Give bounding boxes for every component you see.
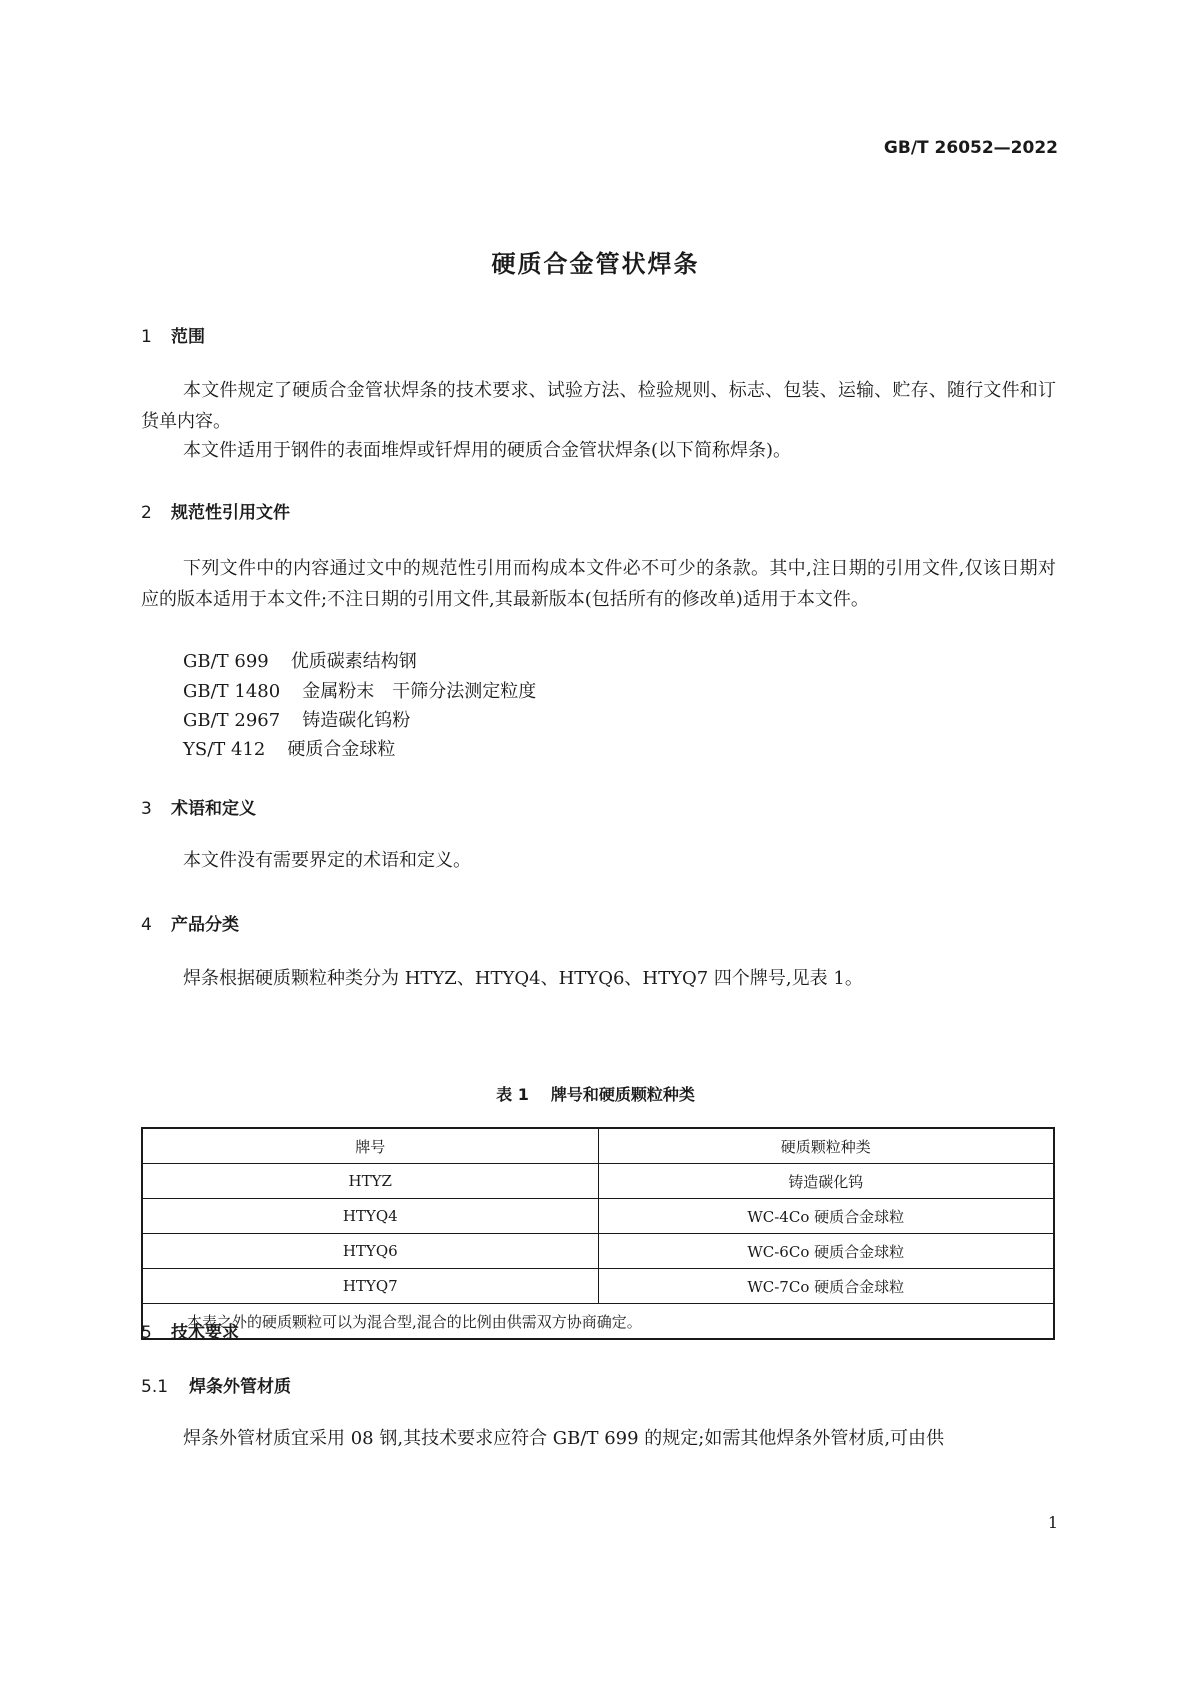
particle-type-cell: WC-4Co 硬质合金球粒 [598, 1199, 1054, 1234]
section-number: 5.1 [141, 1377, 169, 1397]
reference-item [183, 647, 417, 673]
table-row [142, 1234, 1054, 1269]
reference-code: GB/T 2967 [183, 710, 281, 731]
grade-cell: HTYQ4 [142, 1199, 598, 1234]
table-row [142, 1199, 1054, 1234]
grade-table [141, 1127, 1055, 1340]
section-title: 规范性引用文件 [171, 503, 290, 523]
section-title: 范围 [171, 327, 205, 347]
table-note-row [142, 1304, 1054, 1340]
section-3-heading [141, 794, 256, 819]
section-number: 5 [141, 1323, 152, 1343]
section-1-heading [141, 322, 205, 347]
reference-title: 硬质合金球粒 [287, 739, 396, 760]
particle-type-cell: WC-6Co 硬质合金球粒 [598, 1234, 1054, 1269]
table-row [142, 1164, 1054, 1199]
standard-code: GB/T 26052—2022 [883, 138, 1058, 158]
section-5-heading [141, 1318, 239, 1343]
section-2-paragraph: 下列文件中的内容通过文中的规范性引用而构成本文件必不可少的条款。其中,注日期的引用文件,仅该日期对应的版本适用于本文件;不注日期的引用文件,其最新版本(包括所有的修改单)适用于本文件。 [141, 558, 1056, 610]
column-header: 牌号 [142, 1128, 598, 1164]
reference-title: 铸造碳化钨粉 [302, 710, 411, 731]
reference-code: GB/T 1480 [183, 681, 281, 702]
table-number: 表 1 [496, 1085, 529, 1104]
table-note: 本表之外的硬质颗粒可以为混合型,混合的比例由供需双方协商确定。 [142, 1304, 1054, 1340]
section-title: 技术要求 [171, 1323, 239, 1343]
table-caption [0, 1082, 1191, 1105]
section-4-paragraph: 焊条根据硬质颗粒种类分为 HTYZ、HTYQ4、HTYQ6、HTYQ7 四个牌号,见表 1。 [183, 968, 863, 989]
reference-item [183, 706, 410, 732]
section-4-heading [141, 910, 239, 935]
grade-cell: HTYZ [142, 1164, 598, 1199]
section-number: 1 [141, 327, 152, 347]
section-number: 4 [141, 915, 152, 935]
section-5-1-paragraph: 焊条外管材质宜采用 08 钢,其技术要求应符合 GB/T 699 的规定;如需其他焊条外管材质,可由供 [183, 1428, 945, 1449]
reference-title: 金属粉末 干筛分法测定粒度 [302, 681, 537, 702]
reference-code: YS/T 412 [183, 739, 266, 760]
section-number: 2 [141, 503, 152, 523]
reference-item [183, 677, 536, 703]
section-1-paragraph-2: 本文件适用于钢件的表面堆焊或钎焊用的硬质合金管状焊条(以下简称焊条)。 [183, 440, 792, 461]
reference-title: 优质碳素结构钢 [290, 651, 417, 672]
grade-cell: HTYQ6 [142, 1234, 598, 1269]
section-number: 3 [141, 799, 152, 819]
section-2-heading [141, 498, 290, 523]
section-1-paragraph-1: 本文件规定了硬质合金管状焊条的技术要求、试验方法、检验规则、标志、包装、运输、贮存、随行文件和订货单内容。 [141, 380, 1056, 432]
section-title: 术语和定义 [171, 799, 256, 819]
grade-cell: HTYQ7 [142, 1269, 598, 1304]
reference-code: GB/T 699 [183, 651, 269, 672]
section-title: 焊条外管材质 [189, 1377, 291, 1397]
table-row [142, 1269, 1054, 1304]
table-header-row [142, 1128, 1054, 1164]
column-header: 硬质颗粒种类 [598, 1128, 1054, 1164]
page-number: 1 [1047, 1513, 1058, 1532]
document-title: 硬质合金管状焊条 [491, 250, 700, 278]
table-title: 牌号和硬质颗粒种类 [550, 1085, 695, 1104]
section-3-paragraph: 本文件没有需要界定的术语和定义。 [183, 850, 471, 871]
section-title: 产品分类 [171, 915, 239, 935]
particle-type-cell: WC-7Co 硬质合金球粒 [598, 1269, 1054, 1304]
section-5-1-heading [141, 1372, 291, 1397]
reference-item [183, 735, 395, 761]
particle-type-cell: 铸造碳化钨 [598, 1164, 1054, 1199]
